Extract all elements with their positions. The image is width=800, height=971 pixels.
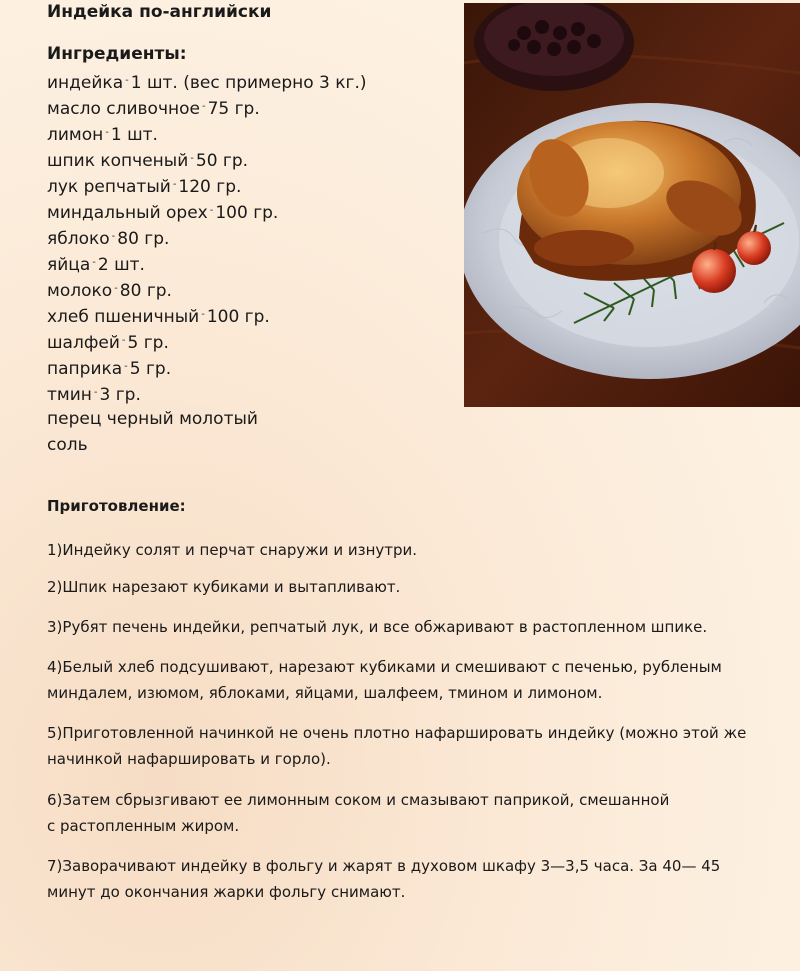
ingredient-item (47, 120, 367, 146)
step-line: 4)Белый хлеб подсушивают, нарезают кубиками и смешивают с печенью, рубленым (47, 658, 722, 676)
ingredient-item (47, 94, 367, 120)
ingredient-name: паприка (47, 359, 123, 379)
ingredient-separator: - (201, 101, 206, 112)
ingredient-item (47, 146, 367, 172)
ingredient-name: яблоко (47, 229, 110, 249)
step-line: минут до окончания жарки фольгу снимают. (47, 883, 406, 901)
ingredient-item (47, 224, 367, 250)
step-line: 3)Рубят печень индейки, репчатый лук, и все обжаривают в растопленном шпике. (47, 618, 708, 636)
preparation-step (47, 720, 746, 772)
step-line: с растопленным жиром. (47, 817, 240, 835)
ingredient-item (47, 328, 367, 354)
ingredient-amount: 80 гр. (117, 229, 170, 249)
ingredient-name: миндальный орех (47, 203, 208, 223)
ingredient-separator: - (92, 257, 96, 268)
ingredient-name: шпик копченый (47, 151, 189, 171)
preparation-step (47, 853, 720, 905)
ingredient-item (47, 380, 367, 406)
ingredient-amount: 75 гр. (207, 99, 260, 119)
ingredient-item (47, 250, 367, 276)
ingredient-name: яйца (47, 255, 91, 275)
ingredient-separator: - (124, 361, 128, 372)
ingredient-name: лук репчатый (47, 177, 171, 197)
ingredient-name: масло сливочное (47, 99, 200, 119)
ingredient-name: индейка (47, 73, 124, 93)
step-line: миндалем, изюмом, яблоками, яйцами, шалфеем, тмином и лимоном. (47, 684, 603, 702)
ingredient-amount: 3 гр. (99, 385, 141, 405)
step-line: 2)Шпик нарезают кубиками и вытапливают. (47, 578, 401, 596)
ingredient-item (47, 198, 367, 224)
ingredient-separator: - (111, 231, 116, 242)
ingredient-separator: - (209, 205, 214, 216)
ingredient-item (47, 68, 367, 94)
ingredients-list (47, 68, 367, 458)
ingredient-name: соль (47, 435, 88, 455)
step-line: 5)Приготовленной начинкой не очень плотно нафаршировать индейку (можно этой же (47, 724, 747, 742)
ingredient-separator: - (121, 335, 126, 346)
recipe-title: Индейка по-английски (47, 2, 272, 22)
ingredient-item (47, 406, 367, 432)
ingredients-heading: Ингредиенты: (47, 44, 187, 64)
ingredient-amount: 5 гр. (129, 359, 172, 379)
ingredient-separator: - (190, 153, 194, 164)
step-line: начинкой нафаршировать и горло). (47, 750, 331, 768)
preparation-step (47, 787, 669, 839)
ingredient-separator: - (201, 309, 205, 320)
ingredient-separator: - (93, 387, 98, 398)
ingredient-separator: - (105, 127, 109, 138)
ingredient-amount: 50 гр. (195, 151, 249, 171)
ingredient-item (47, 432, 367, 458)
preparation-step (47, 614, 707, 640)
ingredient-item (47, 354, 367, 380)
step-line: 7)Заворачивают индейку в фольгу и жарят в духовом шкафу 3—3,5 часа. За 40— 45 (47, 857, 721, 875)
ingredient-item (47, 302, 367, 328)
ingredient-amount: 1 шт. (вес примерно 3 кг.) (130, 73, 367, 93)
ingredient-amount: 100 гр. (215, 203, 279, 223)
ingredient-name: тмин (47, 385, 92, 405)
ingredient-separator: - (125, 75, 129, 86)
ingredient-amount: 80 гр. (119, 281, 172, 301)
ingredient-amount: 2 шт. (97, 255, 145, 275)
ingredient-amount: 5 гр. (127, 333, 169, 353)
ingredient-amount: 1 шт. (110, 125, 158, 145)
ingredient-name: молоко (47, 281, 113, 301)
preparation-heading: Приготовление: (47, 497, 186, 515)
ingredient-name: лимон (47, 125, 104, 145)
step-line: 1)Индейку солят и перчат снаружи и изнутри. (47, 541, 418, 559)
ingredient-separator: - (172, 179, 177, 190)
step-line: 6)Затем сбрызгивают ее лимонным соком и смазывают паприкой, смешанной (47, 791, 670, 809)
ingredient-amount: 100 гр. (206, 307, 270, 327)
ingredient-name: перец черный молотый (47, 409, 258, 429)
ingredient-item (47, 276, 367, 302)
ingredient-name: шалфей (47, 333, 120, 353)
ingredient-name: хлеб пшеничный (47, 307, 200, 327)
preparation-step (47, 574, 400, 600)
roast-turkey-photo (464, 3, 800, 407)
ingredient-amount: 120 гр. (178, 177, 242, 197)
ingredient-item (47, 172, 367, 198)
preparation-step (47, 537, 417, 563)
preparation-step (47, 654, 722, 706)
ingredient-separator: - (114, 283, 118, 294)
